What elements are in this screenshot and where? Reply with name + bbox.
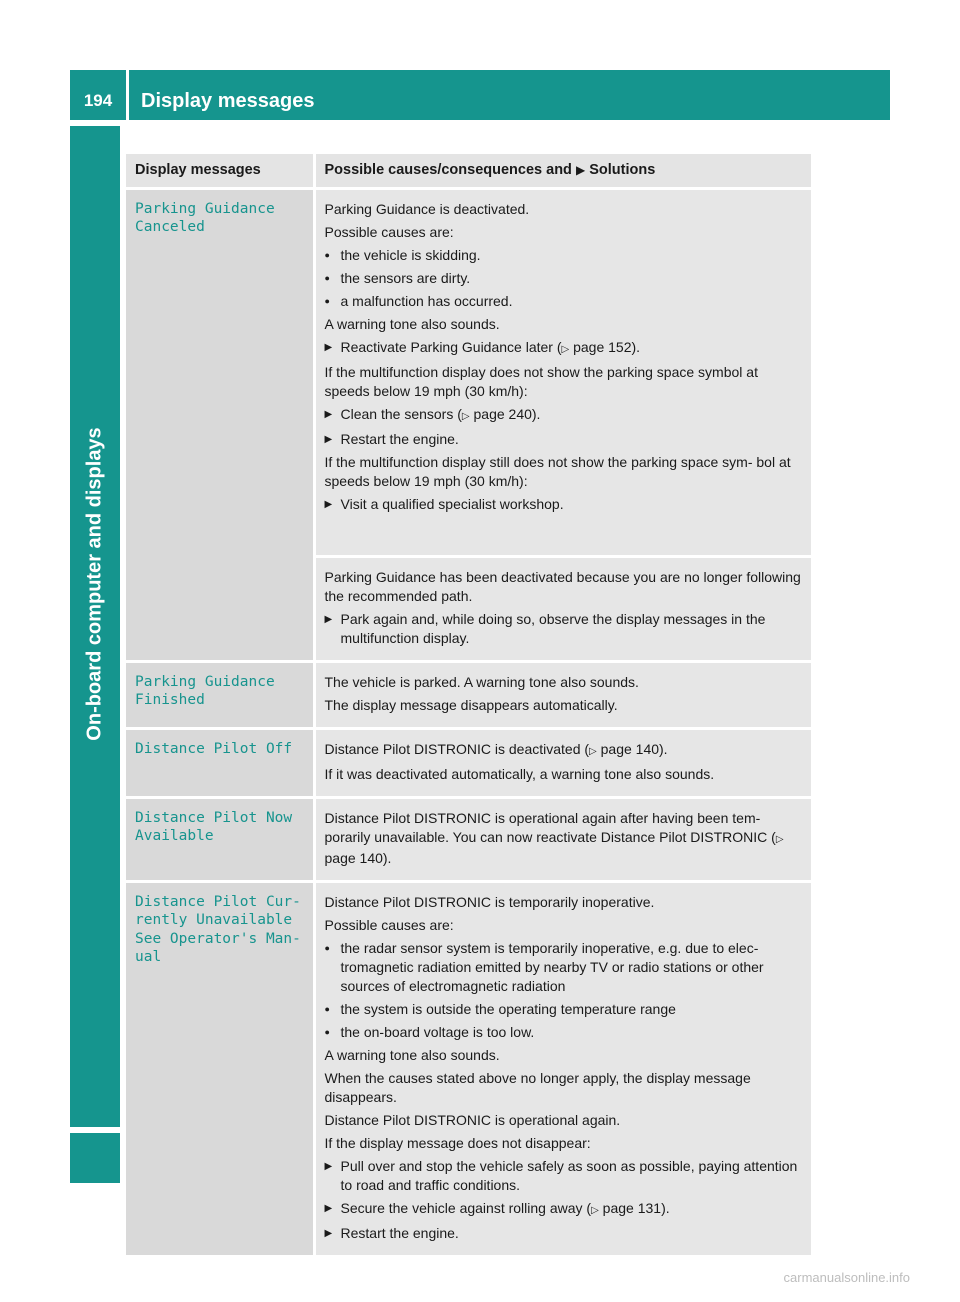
- text-paragraph: Possible causes are:: [324, 223, 454, 240]
- solution-cell: [314, 188, 811, 556]
- page-reference: page 140).: [600, 740, 668, 757]
- message-line: Distance Pilot Off: [135, 740, 293, 757]
- action-step: ▶ Restart the engine.: [325, 1224, 804, 1243]
- message-line: See Operator's Man‐: [135, 930, 301, 947]
- bullet-item: ● the sensors are dirty.: [325, 269, 804, 288]
- header-divider: [126, 70, 129, 120]
- side-tab-title: On-board computer and displays: [83, 427, 106, 741]
- text-paragraph: When the causes stated above no longer apply, the display message disappears.: [324, 1069, 751, 1105]
- text-paragraph: Distance Pilot DISTRONIC is operational again.: [324, 1111, 621, 1128]
- table-row: [126, 881, 811, 1256]
- text-paragraph: Parking Guidance has been deactivated because you are no longer following the recommended path.: [324, 568, 801, 604]
- page-reference-icon: ▷: [461, 410, 470, 422]
- page-reference: page 240).: [473, 405, 541, 422]
- action-step: ▶ Reactivate Parking Guidance later (▷ page 152).: [325, 338, 804, 359]
- message-line: ual: [135, 949, 162, 965]
- page-title: Display messages: [141, 90, 315, 112]
- text-paragraph: If it was deactivated automatically, a warning tone also sounds.: [324, 765, 715, 782]
- solution-cell: [314, 797, 811, 881]
- bullet-item: ● the vehicle is skidding.: [325, 246, 804, 265]
- action-step: ▶ Pull over and stop the vehicle safely as soon as possible, paying attention to road and traffic conditions.: [325, 1157, 804, 1195]
- display-message-distance-pilot-currently-unavailable: [135, 893, 307, 967]
- message-cell: [126, 661, 314, 728]
- text-paragraph: If the display message does not disappear:: [324, 1134, 591, 1151]
- table-row: [126, 728, 811, 797]
- message-cell: [126, 728, 314, 797]
- message-line: Distance Pilot Cur‐: [135, 893, 301, 910]
- text-paragraph: Possible causes are:: [324, 916, 454, 933]
- text-paragraph: If the multifunction display still does not show the parking space sym- bol at speeds below 19 mph (30 km/h):: [324, 453, 791, 489]
- solution-arrow-icon: ▶: [575, 163, 586, 177]
- text-paragraph: If the multifunction display does not show the parking space symbol at speeds below 19 mph (30 km/h):: [324, 363, 758, 399]
- message-line: Finished: [135, 692, 205, 708]
- page-reference: page 152).: [573, 338, 641, 355]
- column-header-causes-solutions: [314, 154, 811, 188]
- solution-cell: [314, 881, 811, 1256]
- page-reference-icon: ▷: [589, 745, 597, 757]
- page-number: 194: [83, 91, 113, 110]
- footer-watermark: carmanualsonline.info: [783, 1270, 910, 1285]
- bullet-item: ● a malfunction has occurred.: [325, 292, 804, 311]
- text-paragraph: Distance Pilot DISTRONIC is temporarily inoperative.: [324, 893, 655, 910]
- bullet-item: ● the radar sensor system is temporarily inoperative, e.g. due to elec- tromagnetic radiation emitted by nearby TV or radio stations or other sources of electromagnetic radiation: [325, 939, 804, 996]
- action-step: ▶ Secure the vehicle against rolling away (▷ page 131).: [325, 1199, 804, 1220]
- display-message-parking-guidance-canceled: [135, 200, 307, 237]
- side-tab-marker: [70, 1133, 120, 1183]
- display-message-distance-pilot-now-available: [135, 809, 307, 846]
- solution-cell: [314, 661, 811, 728]
- display-message-parking-guidance-finished: [135, 673, 307, 710]
- page-reference: page 140).: [324, 849, 392, 866]
- solution-cell: [314, 556, 811, 661]
- display-messages-table: [126, 154, 811, 1258]
- page-reference-icon: ▷: [775, 833, 784, 845]
- message-line: Distance Pilot Now: [135, 809, 293, 826]
- column-header-suffix: Solutions: [585, 162, 656, 178]
- table-header-row: [126, 154, 811, 188]
- page-reference: page 131).: [602, 1199, 670, 1216]
- message-cell: [126, 188, 314, 661]
- bullet-item: ● the system is outside the operating temperature range: [325, 1000, 804, 1019]
- message-line: Parking Guidance: [135, 673, 275, 690]
- page-reference-icon: ▷: [561, 343, 570, 355]
- bullet-item: ● the on-board voltage is too low.: [325, 1023, 804, 1042]
- action-step: ▶ Park again and, while doing so, observe the display messages in the multifunction display.: [325, 610, 804, 648]
- page-reference-icon: ▷: [591, 1204, 599, 1216]
- table-row: [126, 797, 811, 881]
- text-paragraph: Distance Pilot DISTRONIC is operational again after having been tem- porarily unavailable. You can now reactivate Distance Pilot DISTRONIC (▷ page 140).: [324, 809, 784, 866]
- text-paragraph: A warning tone also sounds.: [324, 315, 500, 332]
- message-cell: [126, 881, 314, 1256]
- display-message-distance-pilot-off: [135, 740, 307, 759]
- text-paragraph: The vehicle is parked. A warning tone also sounds.: [324, 673, 639, 690]
- action-step: ▶ Clean the sensors (▷ page 240).: [325, 405, 804, 426]
- solution-cell: [314, 728, 811, 797]
- text-paragraph: Parking Guidance is deactivated.: [324, 200, 530, 217]
- message-cell: [126, 797, 314, 881]
- action-step: ▶ Visit a qualified specialist workshop.: [325, 495, 804, 514]
- text-paragraph: The display message disappears automatically.: [324, 696, 618, 713]
- message-line: Available: [135, 828, 214, 844]
- column-header-display-messages: Display messages: [126, 154, 314, 188]
- message-line: Canceled: [135, 219, 205, 235]
- table-row: [126, 661, 811, 728]
- text-paragraph: A warning tone also sounds.: [324, 1046, 500, 1063]
- column-header-prefix: Possible causes/consequences and: [324, 162, 576, 178]
- action-step: ▶ Restart the engine.: [325, 430, 804, 449]
- text-paragraph: Distance Pilot DISTRONIC is deactivated (▷ page 140).: [324, 740, 668, 757]
- table-row: [126, 188, 811, 556]
- message-line: rently Unavailable: [135, 912, 293, 928]
- message-line: Parking Guidance: [135, 200, 275, 217]
